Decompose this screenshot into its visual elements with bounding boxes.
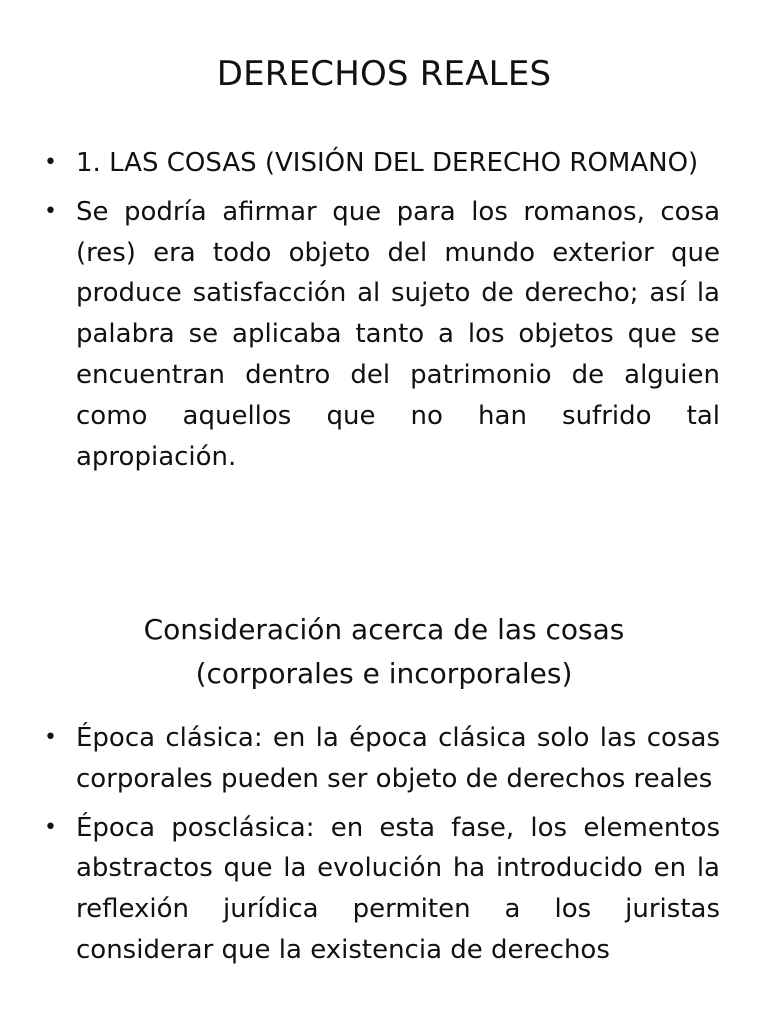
bullet-text: Época posclásica: en esta fase, los elementos abstractos que la evolución ha introducido en la reflexión jurídica permiten a los juristas considerar que la existencia de derechos — [76, 812, 720, 965]
slide-subtitle — [0, 608, 768, 696]
bullet-text: 1. LAS COSAS (VISIÓN DEL DERECHO ROMANO) — [76, 148, 699, 178]
bullet-list — [44, 718, 720, 979]
bullet-item — [44, 192, 720, 478]
slide-2 — [0, 560, 768, 1024]
bullet-icon: • — [44, 150, 57, 175]
subtitle-line-1: Consideración acerca de las cosas — [143, 613, 625, 646]
bullet-item — [44, 143, 720, 184]
bullet-text: Se podría afirmar que para los romanos, cosa (res) era todo objeto del mundo exterior que produce satisfacción al sujeto de derecho; así la palabra se aplicaba tanto a los objetos que se encuentran dentro del patrimonio de alguien como aquellos que no han sufrido tal apropiación. — [76, 196, 720, 472]
bullet-icon: • — [44, 725, 57, 750]
bullet-text: Época clásica: en la época clásica solo las cosas corporales pueden ser objeto de derechos reales — [76, 723, 720, 794]
subtitle-line-2: (corporales e incorporales) — [195, 657, 573, 690]
bullet-list — [44, 143, 720, 485]
bullet-item — [44, 808, 720, 971]
bullet-item — [44, 718, 720, 800]
slide-title: DERECHOS REALES — [216, 54, 552, 94]
bullet-icon: • — [44, 198, 57, 224]
bullet-icon: • — [44, 814, 57, 840]
